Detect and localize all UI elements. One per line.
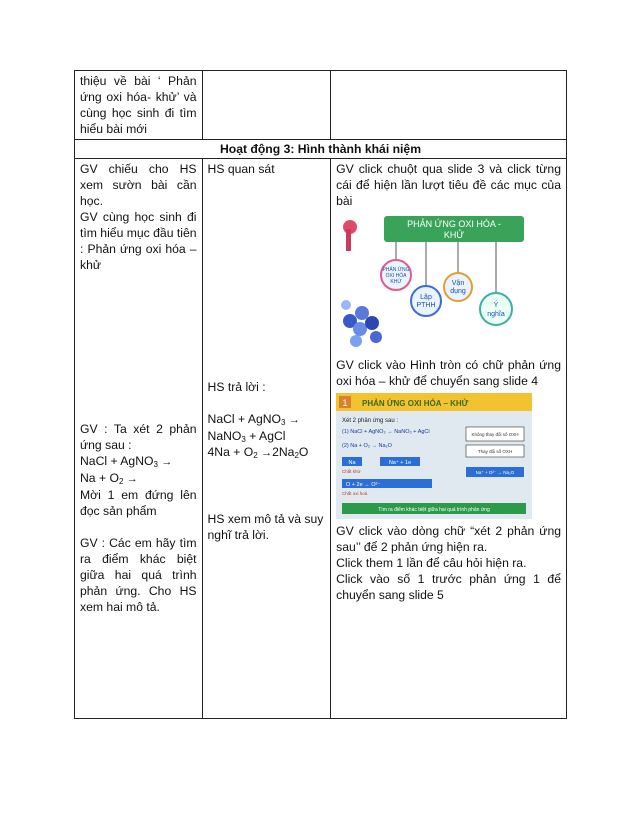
svg-text:O + 2e → O²⁻: O + 2e → O²⁻ <box>346 482 381 488</box>
svg-text:(1) NaCl + AgNO₃ → NaNO₃ + AgC: (1) NaCl + AgNO₃ → NaNO₃ + AgCl <box>342 429 430 435</box>
slide3-title-b: KHỬ <box>443 230 465 240</box>
svg-text:Chất oxi hoá: Chất oxi hoá <box>342 491 368 496</box>
node-y-nghia <box>480 293 512 325</box>
svg-text:Tìm ra điểm khác biệt giữa hai: Tìm ra điểm khác biệt giữa hai quá trình phản ứng <box>378 507 490 513</box>
svg-text:1: 1 <box>342 398 348 408</box>
gv-eq2: $Na + O_2$ → <box>80 471 138 486</box>
intro-slide-cell <box>331 71 567 140</box>
hs-p1: HS quan sát <box>207 162 275 176</box>
slide3-title-a: PHẢN ỨNG OXI HÓA - <box>407 219 501 229</box>
slide-activity-cell <box>331 159 567 719</box>
slide-p4: Click them 1 lần để câu hỏi hiện ra. <box>336 556 527 570</box>
svg-text:OXI HÓA: OXI HÓA <box>385 273 407 279</box>
slide3-image <box>336 213 532 353</box>
section-heading: Hoạt động 3: Hình thành khái niệm <box>75 140 567 159</box>
gv-eq1: NaCl + AgNO$_3$ → <box>80 454 173 469</box>
gv-activity-cell <box>75 159 203 719</box>
hs-activity-cell <box>202 159 331 719</box>
hs-reaction1: NaCl + AgNO$_3$ → <box>207 412 300 427</box>
slide-p3: GV click vào dòng chữ “xét 2 phản ứng sau’’ để 2 phản ứng hiện ra. <box>336 524 561 554</box>
hs-p2: HS trả lời : <box>207 380 266 394</box>
slide-p1: GV click chuột qua slide 3 và click từng cái để hiện lần lượt tiêu đề các mục của bài <box>336 162 561 208</box>
gv-p2: GV cùng học sinh đi tìm hiểu mục đầu tiên : Phản ứng oxi hóa – khử <box>80 210 197 272</box>
svg-text:KHỬ: KHỬ <box>390 279 402 285</box>
svg-text:Na: Na <box>348 460 356 466</box>
hs-reaction2: $4Na + O_2 \to 2Na_2O$ <box>207 445 309 460</box>
svg-text:Chất khử: Chất khử <box>342 469 361 474</box>
slide-p5: Click vào số 1 trước phản ứng 1 để chuyển sang slide 5 <box>336 572 561 602</box>
node-lap-pthh <box>411 286 441 316</box>
svg-text:Lập: Lập <box>420 294 432 301</box>
svg-text:PTHH: PTHH <box>416 302 436 309</box>
gv-p1: GV chiếu cho HS xem sườn bài cần học. <box>80 162 197 208</box>
svg-text:Ý: Ý <box>493 302 499 309</box>
svg-text:Na⁺ + O²⁻ → Na₂O: Na⁺ + O²⁻ → Na₂O <box>475 470 515 475</box>
svg-text:dụng: dụng <box>450 288 466 295</box>
svg-text:nghĩa: nghĩa <box>487 311 505 318</box>
activity-row <box>75 159 567 719</box>
svg-text:Na⁺ + 1e: Na⁺ + 1e <box>388 460 412 466</box>
gv-p4: Mời 1 em đứng lên đọc sản phẩm <box>80 488 197 518</box>
hs-p3: HS xem mô tả và suy nghĩ trả lời. <box>207 512 324 542</box>
arrow-icon: → <box>126 473 138 485</box>
svg-text:Không thay đổi số OXH: Không thay đổi số OXH <box>471 432 519 437</box>
intro-hs-cell <box>202 71 331 140</box>
svg-text:PHẢN ỨNG OXI HÓA – KHỬ: PHẢN ỨNG OXI HÓA – KHỬ <box>362 399 469 408</box>
slide4-image <box>336 393 532 519</box>
section-heading-row <box>75 140 567 159</box>
slide-p2: GV click vào Hình tròn có chữ phản ứng oxi hóa – khử để chuyển sang slide 4 <box>336 358 561 388</box>
hs-reaction1-products: NaNO$_3$ + AgCl <box>207 429 286 444</box>
arrow-icon: → <box>161 456 173 468</box>
svg-text:PHẢN ỨNG: PHẢN ỨNG <box>382 267 410 273</box>
svg-text:Vận: Vận <box>451 280 465 287</box>
intro-gv-cell: thiệu về bài ‘ Phản ứng oxi hóa- khử’ và cùng học sinh đi tìm hiểu bài mới <box>75 71 203 140</box>
svg-text:Xét 2 phản ứng sau :: Xét 2 phản ứng sau : <box>342 418 399 424</box>
intro-row <box>75 71 567 140</box>
arrow-icon: → <box>261 447 273 459</box>
svg-text:Thay đổi số OXH: Thay đổi số OXH <box>477 449 513 454</box>
node-van-dung <box>444 273 472 301</box>
svg-text:(2) Na + O₂ → Na₂O: (2) Na + O₂ → Na₂O <box>342 443 393 449</box>
gv-p5: GV : Các em hãy tìm ra điểm khác biệt giữa hai quá trình phản ứng. Cho HS xem hai mô tả. <box>80 536 197 614</box>
arrow-icon: → <box>288 414 300 426</box>
lesson-table <box>74 70 567 719</box>
gv-p3: GV : Ta xét 2 phản ứng sau : <box>80 422 197 452</box>
